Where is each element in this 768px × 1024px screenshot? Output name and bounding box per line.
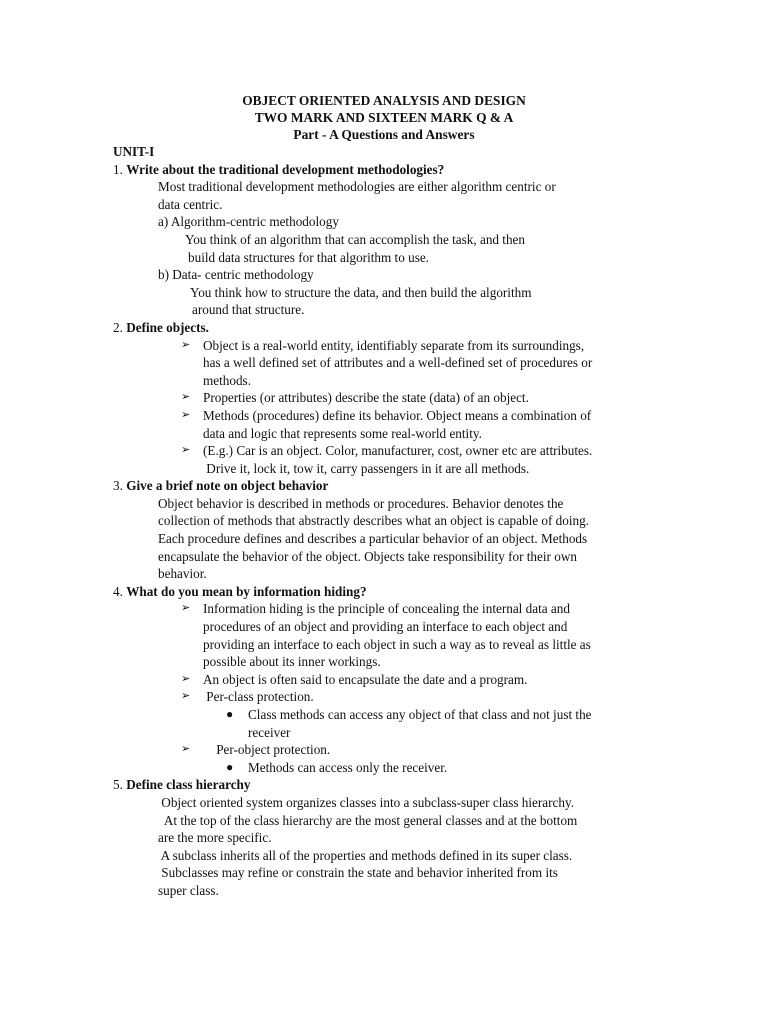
- q2-bullet: [0, 337, 768, 390]
- arrow-bullet-icon: ➢: [181, 391, 191, 404]
- bullet-line: Information hiding is the principle of concealing the internal data and: [203, 601, 570, 617]
- question-5-title: Define class hierarchy: [126, 777, 251, 793]
- question-2-number: 2.: [113, 319, 123, 335]
- q5-line: A subclass inherits all of the properties and methods defined in its super class.: [158, 847, 573, 863]
- document-page: [0, 92, 768, 900]
- q1-b-label: b) Data- centric methodology: [158, 267, 314, 283]
- q4-bullet: [0, 688, 768, 706]
- question-4-number: 4.: [113, 583, 123, 599]
- bullet-line: methods.: [203, 372, 251, 388]
- bullet-line: Properties (or attributes) describe the state (data) of an object.: [203, 390, 529, 406]
- dot-bullet-icon: ●: [226, 707, 234, 721]
- bullet-line: Per-class protection.: [203, 689, 314, 705]
- bullet-line: possible about its inner workings.: [203, 654, 381, 670]
- sub-bullet-line: Class methods can access any object of that class and not just the: [248, 707, 592, 722]
- bullet-line: Methods (procedures) define its behavior. Object means a combination of: [203, 407, 592, 423]
- question-2: [0, 319, 768, 337]
- q5-line: are the more specific.: [158, 830, 272, 846]
- question-1: [0, 161, 768, 179]
- q2-bullet: [0, 442, 768, 477]
- q4-bullet: [0, 741, 768, 759]
- bullet-line: data and logic that represents some real-world entity.: [203, 425, 482, 441]
- q4-bullet: [0, 671, 768, 689]
- question-5-number: 5.: [113, 777, 123, 793]
- bullet-line: procedures of an object and providing an interface to each object and: [203, 619, 568, 635]
- bullet-line: Per-object protection.: [203, 742, 331, 758]
- question-3: [0, 477, 768, 495]
- q4-sub-bullet: [0, 706, 768, 741]
- q1-a-text: build data structures for that algorithm to use.: [188, 249, 429, 265]
- bullet-line: An object is often said to encapsulate the date and a program.: [203, 671, 528, 687]
- question-1-number: 1.: [113, 161, 123, 177]
- q5-line: Object oriented system organizes classes into a subclass-super class hierarchy.: [158, 794, 575, 810]
- question-2-title: Define objects.: [126, 319, 209, 335]
- q1-intro-line: data centric.: [158, 196, 223, 212]
- dot-bullet-icon: ●: [226, 759, 234, 774]
- unit-heading: UNIT-I: [113, 144, 155, 159]
- q1-a-text: You think of an algorithm that can accomplish the task, and then: [185, 231, 526, 247]
- arrow-bullet-icon: ➢: [181, 408, 191, 421]
- q1-intro-line: Most traditional development methodologies are either algorithm centric or: [158, 179, 556, 195]
- q3-line: Each procedure defines and describes a particular behavior of an object. Methods: [158, 531, 588, 547]
- bullet-line: (E.g.) Car is an object. Color, manufacturer, cost, owner etc are attributes.: [203, 443, 593, 459]
- bullet-line: Drive it, lock it, tow it, carry passengers in it are all methods.: [203, 460, 530, 476]
- q3-line: collection of methods that abstractly describes what an object is capable of doing.: [158, 513, 590, 529]
- q3-line: Object behavior is described in methods or procedures. Behavior denotes the: [158, 495, 564, 511]
- q5-line: At the top of the class hierarchy are the most general classes and at the bottom: [158, 812, 578, 828]
- q5-line: Subclasses may refine or constrain the state and behavior inherited from its: [158, 865, 558, 881]
- q3-line: behavior.: [158, 566, 207, 582]
- question-1-title: Write about the traditional development methodologies?: [126, 161, 445, 177]
- arrow-bullet-icon: ➢: [181, 672, 191, 685]
- q3-line: encapsulate the behavior of the object. Objects take responsibility for their own: [158, 548, 577, 564]
- arrow-bullet-icon: ➢: [181, 743, 191, 756]
- arrow-bullet-icon: ➢: [181, 602, 191, 615]
- q1-a-label: a) Algorithm-centric methodology: [158, 214, 339, 230]
- bullet-line: has a well defined set of attributes and a well-defined set of procedures or: [203, 355, 593, 371]
- question-4: [0, 583, 768, 601]
- sub-bullet-line: Methods can access only the receiver.: [248, 759, 448, 775]
- sub-bullet-line: receiver: [248, 724, 291, 740]
- doc-title-line2: TWO MARK AND SIXTEEN MARK Q & A: [254, 110, 514, 125]
- arrow-bullet-icon: ➢: [181, 338, 191, 351]
- doc-title-line1: OBJECT ORIENTED ANALYSIS AND DESIGN: [242, 93, 526, 108]
- question-5: [0, 776, 768, 794]
- q1-b-text: around that structure.: [192, 302, 305, 318]
- question-3-number: 3.: [113, 478, 123, 494]
- q4-bullet: [0, 600, 768, 670]
- q1-b-text: You think how to structure the data, and then build the algorithm: [190, 284, 532, 300]
- arrow-bullet-icon: ➢: [181, 444, 191, 457]
- bullet-line: providing an interface to each object in such a way as to reveal as little as: [203, 636, 591, 652]
- q2-bullet: [0, 407, 768, 442]
- q4-sub-bullet: [0, 759, 768, 777]
- arrow-bullet-icon: ➢: [181, 690, 191, 703]
- question-4-title: What do you mean by information hiding?: [126, 583, 367, 599]
- doc-title-line3: Part - A Questions and Answers: [293, 127, 475, 142]
- q2-bullet: [0, 389, 768, 407]
- q5-line: super class.: [158, 882, 219, 898]
- question-3-title: Give a brief note on object behavior: [126, 478, 329, 494]
- bullet-line: Object is a real-world entity, identifiably separate from its surroundings,: [203, 337, 585, 353]
